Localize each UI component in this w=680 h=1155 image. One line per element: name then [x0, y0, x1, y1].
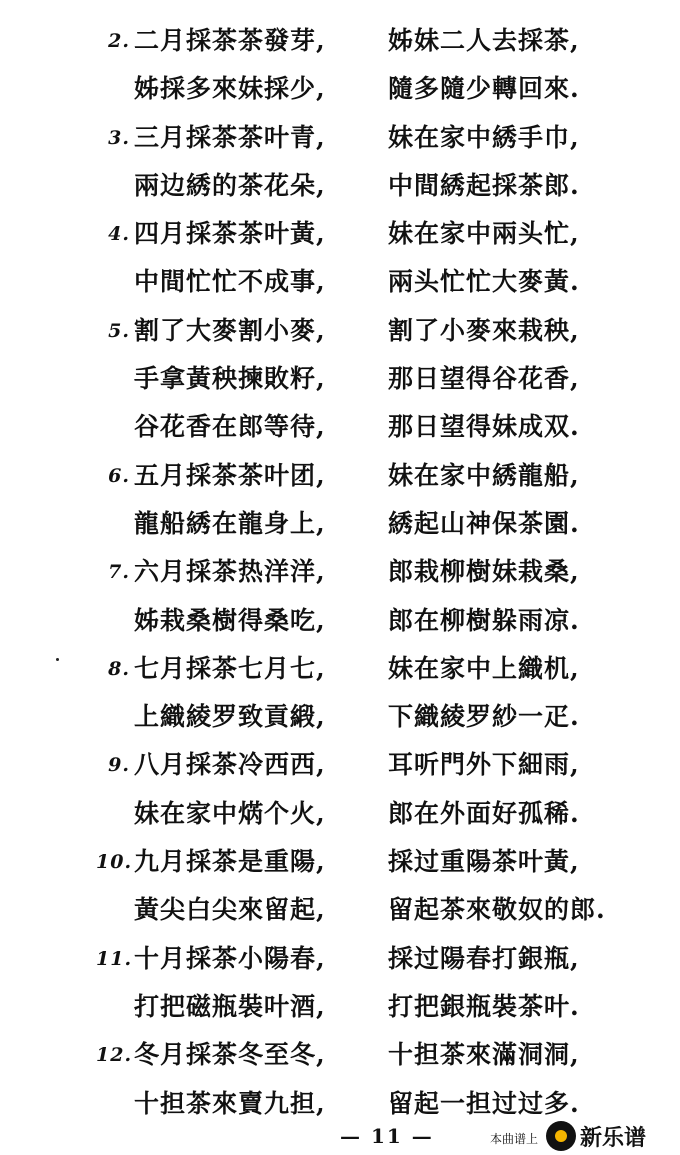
lyrics-body — [0, 17, 680, 1128]
lyric-left-phrase: 九月採茶是重陽, — [134, 847, 326, 877]
verse-number: 7. — [108, 561, 130, 584]
lyric-right-phrase: 郎在外面好孤稀. — [388, 798, 580, 828]
lyric-left-phrase: 割了大麥割小麥, — [134, 315, 326, 345]
lyric-line — [0, 790, 680, 838]
lyric-right-phrase: 妹在家中兩头忙, — [388, 219, 580, 249]
lyric-left-phrase: 谷花香在郎等待, — [134, 412, 326, 442]
lyric-line — [0, 210, 680, 258]
lyric-line — [0, 548, 680, 596]
page-footer — [0, 1120, 680, 1155]
verse-number: 2. — [108, 30, 130, 52]
verse-number: 11. — [96, 947, 133, 970]
lyric-left-phrase: 八月採茶冷西西, — [134, 750, 326, 780]
verse-number: 3. — [108, 126, 130, 149]
lyric-line — [0, 17, 680, 65]
verse-number: 5. — [108, 319, 130, 342]
lyric-right-phrase: 下織綾罗紗一疋. — [388, 702, 580, 732]
lyric-line — [0, 114, 680, 162]
verse-number: 12. — [96, 1044, 133, 1067]
lyric-right-phrase: 綉起山神保茶園. — [388, 508, 580, 538]
brand-watermark — [546, 1120, 646, 1152]
lyric-left-phrase: 中間忙忙不成事, — [134, 267, 326, 297]
lyric-left-phrase: 黃尖白尖來留起, — [134, 895, 326, 925]
lyric-line — [0, 1031, 680, 1079]
lyric-right-phrase: 採过陽春打銀瓶, — [388, 943, 580, 973]
lyric-line — [0, 645, 680, 693]
lyric-right-phrase: 留起茶來敬奴的郎. — [388, 895, 606, 925]
lyric-line — [0, 500, 680, 548]
lyric-right-phrase: 姊妹二人去採茶, — [388, 26, 580, 55]
lyric-right-phrase: 郎在柳樹躲雨凉. — [388, 605, 580, 635]
lyric-left-phrase: 手拿黃秧揀敗籽, — [134, 364, 326, 394]
lyric-left-phrase: 十月採茶小陽春, — [134, 943, 326, 973]
lyric-line — [0, 983, 680, 1031]
lyric-right-phrase: 那日望得妹成双. — [388, 412, 580, 442]
lyric-left-phrase: 冬月採茶冬至冬, — [134, 1040, 326, 1070]
vinyl-record-icon — [546, 1121, 576, 1151]
lyric-right-phrase: 留起一担过过多. — [388, 1088, 580, 1118]
lyric-left-phrase: 二月採茶茶發芽, — [134, 26, 326, 55]
lyric-left-phrase: 六月採茶热洋洋, — [134, 557, 326, 587]
lyric-left-phrase: 姊採多來妹採少, — [134, 74, 326, 104]
verse-number: 10. — [96, 851, 133, 874]
lyric-right-phrase: 隨多隨少轉回來. — [388, 74, 580, 104]
lyric-right-phrase: 妹在家中綉龍船, — [388, 460, 580, 490]
lyric-right-phrase: 兩头忙忙大麥黃. — [388, 267, 580, 297]
lyric-right-phrase: 妹在家中上織机, — [388, 653, 580, 683]
lyric-right-phrase: 妹在家中綉手巾, — [388, 122, 580, 152]
lyric-line — [0, 258, 680, 306]
lyric-line — [0, 403, 680, 451]
lyric-left-phrase: 打把磁瓶裝叶酒, — [134, 991, 326, 1021]
lyric-line — [0, 65, 680, 113]
lyric-right-phrase: 採过重陽茶叶黃, — [388, 847, 580, 877]
lyric-line — [0, 935, 680, 983]
lyric-line — [0, 741, 680, 789]
lyric-right-phrase: 十担茶來滿洞洞, — [388, 1040, 580, 1070]
verse-number: 6. — [108, 464, 130, 487]
lyric-left-phrase: 上織綾罗致貢緞, — [134, 702, 326, 732]
lyric-line — [0, 162, 680, 210]
lyric-left-phrase: 十担茶來賣九担, — [134, 1088, 326, 1118]
lyric-left-phrase: 妹在家中焫个火, — [134, 798, 326, 828]
lyric-left-phrase: 三月採茶茶叶青, — [134, 122, 326, 152]
lyric-right-phrase: 那日望得谷花香, — [388, 364, 580, 394]
lyric-left-phrase: 四月採茶茶叶黃, — [134, 219, 326, 249]
lyric-line — [0, 838, 680, 886]
lyric-left-phrase: 五月採茶茶叶团, — [134, 460, 326, 490]
lyric-left-phrase: 龍船綉在龍身上, — [134, 508, 326, 538]
brand-name: 新乐谱 — [580, 1125, 647, 1151]
source-note: 本曲谱上 — [490, 1132, 539, 1146]
verse-number: 4. — [108, 223, 130, 246]
lyric-line — [0, 452, 680, 500]
lyric-right-phrase: 割了小麥來栽秧, — [388, 315, 580, 345]
lyric-left-phrase: 姊栽桑樹得桑吃, — [134, 605, 326, 635]
lyric-left-phrase: 兩边綉的茶花朵, — [134, 170, 326, 200]
lyric-line — [0, 355, 680, 403]
lyric-left-phrase: 七月採茶七月七, — [134, 653, 326, 683]
lyric-line — [0, 597, 680, 645]
lyric-line — [0, 693, 680, 741]
lyric-line — [0, 307, 680, 355]
page-number: — 11 — — [340, 1124, 434, 1148]
lyric-line — [0, 886, 680, 934]
lyric-right-phrase: 耳听門外下細雨, — [388, 750, 580, 780]
lyric-right-phrase: 郎栽柳樹妹栽桑, — [388, 557, 580, 587]
verse-number: 8. — [108, 657, 130, 680]
lyric-right-phrase: 中間綉起採茶郎. — [388, 170, 580, 200]
lyric-right-phrase: 打把銀瓶裝茶叶. — [388, 991, 580, 1021]
verse-number: 9. — [108, 754, 130, 777]
